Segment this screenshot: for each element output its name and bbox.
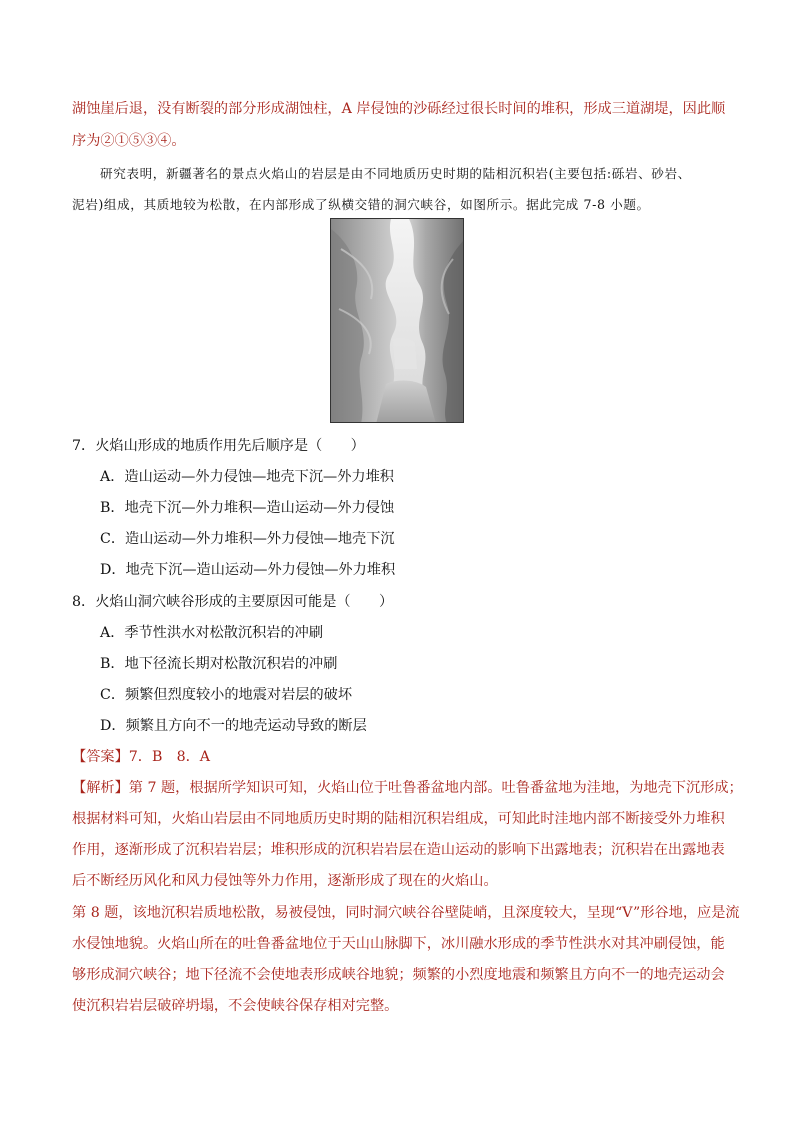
prev-analysis-line-1: 湖蚀崖后退，没有断裂的部分形成湖蚀柱，A 岸侵蚀的沙砾经过很长时间的堆积，形成三道湖堤，因此顺: [72, 101, 726, 117]
question-8-option-b: B．地下径流长期对松散沉积岩的冲刷: [100, 656, 338, 672]
analysis-line-1: [72, 778, 743, 798]
question-7-stem: 7．火焰山形成的地质作用先后顺序是（ ）: [72, 438, 365, 454]
analysis-q8-line-4: 使沉积岩岩层破碎坍塌，不会使峡谷保存相对完整。: [72, 998, 399, 1014]
question-8-option-d: D．频繁且方向不一的地壳运动导致的断层: [100, 718, 367, 734]
question-7-option-c: C．造山运动—外力堆积—外力侵蚀—地壳下沉: [100, 531, 395, 547]
canyon-photo-image: [331, 219, 464, 423]
analysis-tag: 【解析】: [72, 780, 129, 796]
question-8-option-c: C．频繁但烈度较小的地震对岩层的破坏: [100, 687, 353, 703]
analysis-q8-line-1: 第 8 题，该地沉积岩质地松散，易被侵蚀，同时洞穴峡谷谷壁陡峭，且深度较大，呈现“V”形谷地，应是流: [72, 905, 740, 921]
analysis-q8-line-2: 水侵蚀地貌。火焰山所在的吐鲁番盆地位于天山山脉脚下，冰川融水形成的季节性洪水对其冲刷侵蚀，能: [72, 936, 725, 952]
answer-text: 7．B 8．A: [128, 749, 211, 765]
question-7-option-a: A．造山运动—外力侵蚀—地壳下沉—外力堆积: [100, 469, 394, 485]
analysis-q7-line-4: 后不断经历风化和风力侵蚀等外力作用，逐渐形成了现在的火焰山。: [72, 873, 498, 889]
answer-tag: 【答案】: [72, 749, 129, 765]
analysis-q7-text-1: 第 7 题，根据所学知识可知，火焰山位于吐鲁番盆地内部。吐鲁番盆地为洼地，为地壳下沉形成；: [128, 780, 743, 796]
question-8-stem: 8．火焰山洞穴峡谷形成的主要原因可能是（ ）: [72, 594, 394, 610]
analysis-q7-line-2: 根据材料可知，火焰山岩层由不同地质历史时期的陆相沉积岩组成，可知此时洼地内部不断接受外力堆积: [72, 811, 725, 827]
intro-line-2: 泥岩)组成，其质地较为松散，在内部形成了纵横交错的洞穴峡谷，如图所示。据此完成 7-8 小题。: [72, 197, 650, 212]
question-7-option-b: B．地壳下沉—外力堆积—造山运动—外力侵蚀: [100, 500, 395, 516]
question-8-option-a: A．季节性洪水对松散沉积岩的冲刷: [100, 625, 324, 641]
prev-analysis-line-2: 序为②①⑤③④。: [72, 133, 186, 149]
intro-line-1: 研究表明，新疆著名的景点火焰山的岩层是由不同地质历史时期的陆相沉积岩(主要包括:砾岩、砂岩、: [100, 166, 691, 181]
analysis-q8-line-3: 够形成洞穴峡谷；地下径流不会使地表形成峡谷地貌；频繁的小烈度地震和频繁且方向不一的地壳运动会: [72, 967, 725, 983]
canyon-photo: [330, 218, 464, 423]
question-7-option-d: D．地壳下沉—造山运动—外力侵蚀—外力堆积: [100, 562, 396, 578]
analysis-q7-line-3: 作用，逐渐形成了沉积岩岩层；堆积形成的沉积岩岩层在造山运动的影响下出露地表；沉积岩在出露地表: [72, 842, 725, 858]
answer-line: [72, 747, 210, 767]
